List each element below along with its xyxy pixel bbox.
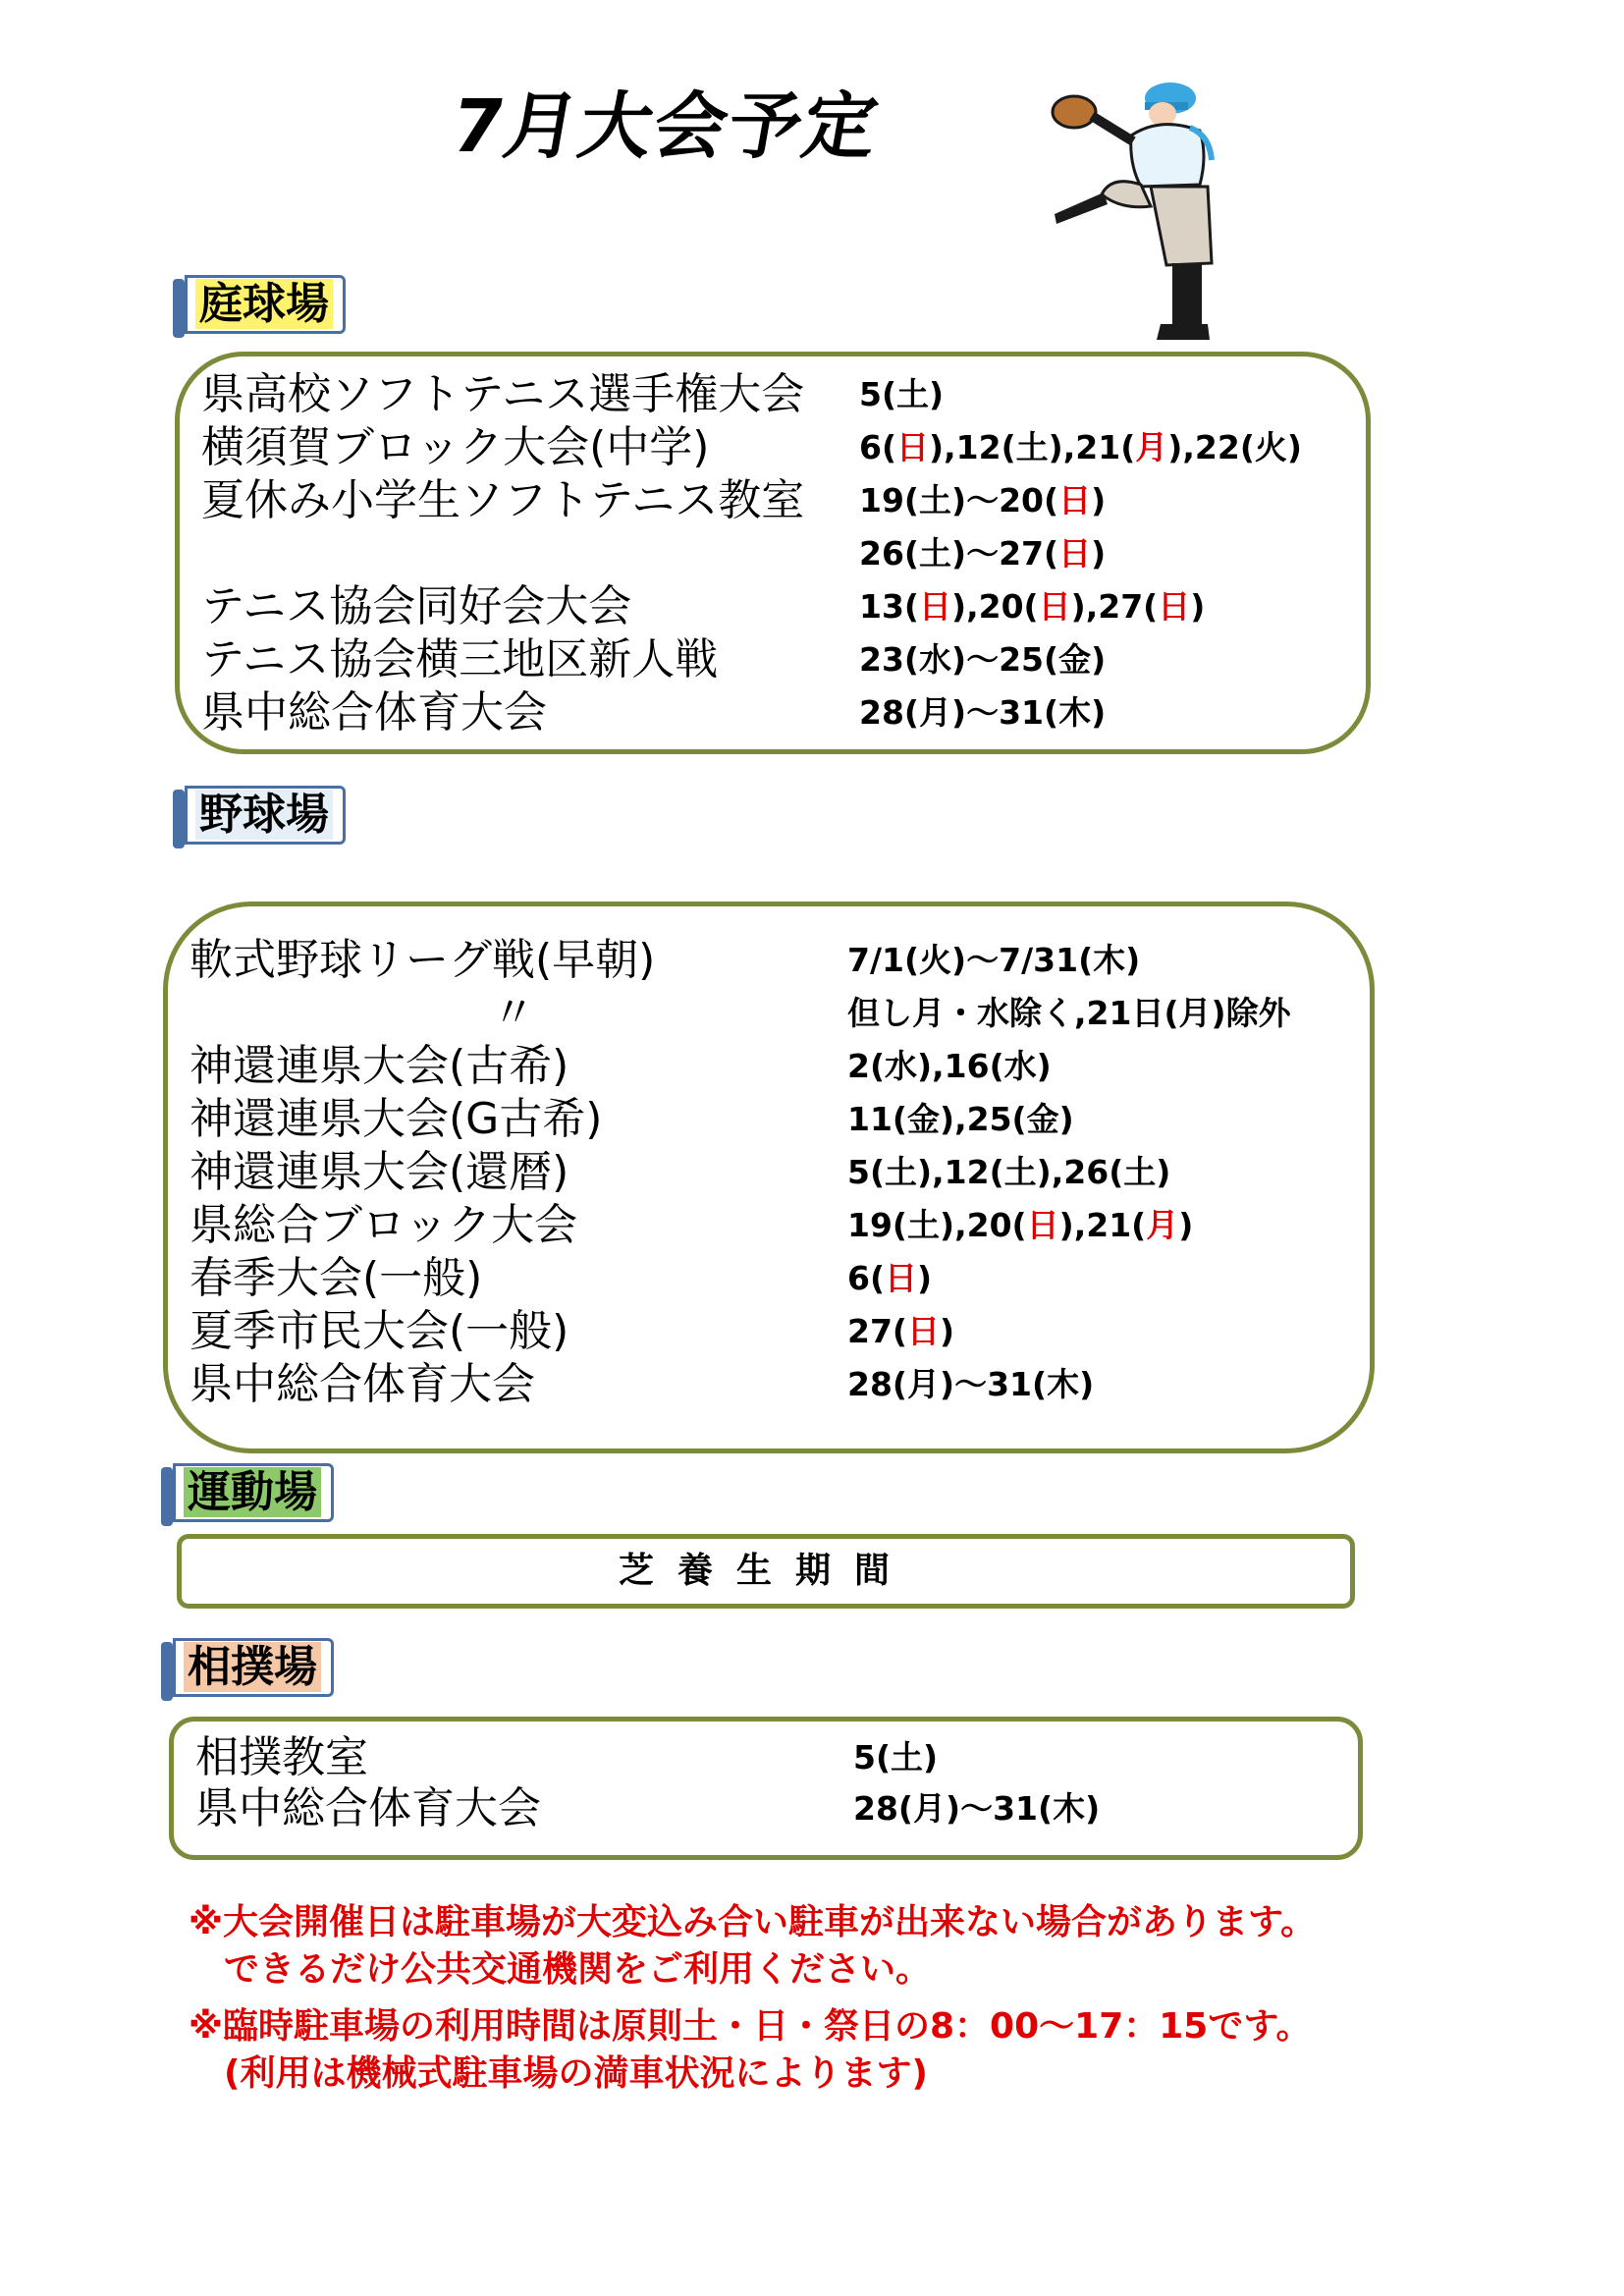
date-text: 19(土)～20( [859, 481, 1059, 519]
baseball-schedule-row [168, 934, 1370, 987]
event-dates [859, 368, 944, 421]
baseball-schedule-row [168, 1146, 1370, 1199]
date-text: ) [1190, 587, 1206, 626]
parking-note-3: ※臨時駐車場の利用時間は原則土・日・祭日の8：00～17：15です。 [189, 2006, 1312, 2047]
date-text: ) [1091, 481, 1107, 519]
event-name: 県中総合体育大会 [195, 1783, 541, 1833]
date-text: 2(水),16(水) [847, 1047, 1052, 1085]
holiday-day-text: 日 [919, 587, 952, 626]
date-text: ),21( [1058, 1206, 1147, 1244]
event-dates [853, 1782, 1100, 1835]
event-name: 神還連県大会(還暦) [189, 1147, 569, 1197]
date-text: 19(土),20( [847, 1206, 1027, 1244]
baseball-schedule-row [168, 987, 1370, 1040]
date-text: ) [940, 1312, 955, 1350]
holiday-day-text: 日 [896, 428, 930, 466]
event-dates [859, 527, 1106, 580]
event-dates [847, 987, 1291, 1040]
page-title: 7月大会予定 [445, 84, 887, 169]
event-name: 軟式野球リーグ戦(早朝) [189, 935, 656, 985]
event-name: 県中総合体育大会 [189, 1359, 535, 1409]
event-name: 県中総合体育大会 [201, 687, 547, 738]
sumo-schedule-row [174, 1782, 1358, 1835]
holiday-day-text: 月 [1135, 428, 1168, 466]
parking-note-1: ※大会開催日は駐車場が大変込み合い駐車が出来ない場合があります。 [189, 1902, 1317, 1942]
baseball-schedule-row [168, 1199, 1370, 1252]
date-text: ),20( [951, 587, 1039, 626]
holiday-day-text: 日 [1038, 587, 1071, 626]
date-text: ) [917, 1259, 933, 1297]
date-text: 5(土) [859, 375, 945, 413]
date-text: ),12(土),21( [929, 428, 1136, 466]
event-name: 県高校ソフトテニス選手権大会 [201, 369, 805, 419]
date-text: ) [1178, 1206, 1194, 1244]
tennis-schedule-row [180, 686, 1366, 739]
event-dates [859, 474, 1106, 527]
event-name: 〃 [492, 988, 535, 1038]
baseball-schedule-row [168, 1040, 1370, 1093]
baseball-schedule-row [168, 1093, 1370, 1146]
date-text: 11(金),25(金) [847, 1100, 1074, 1138]
section-label-field-text: 運動場 [184, 1467, 321, 1517]
date-text: 6( [847, 1259, 886, 1297]
field-notice-text: 芝養生期間 [618, 1551, 913, 1591]
date-text: 28(月)～31(木) [853, 1789, 1101, 1828]
section-label-baseball-text: 野球場 [195, 790, 333, 840]
date-text: 13( [859, 587, 920, 626]
field-notice-box [177, 1534, 1355, 1609]
date-text: 5(土) [853, 1738, 939, 1777]
event-dates [847, 1146, 1170, 1199]
event-name: テニス協会同好会大会 [201, 581, 632, 631]
tennis-schedule-row [180, 580, 1366, 633]
event-dates [847, 1199, 1193, 1252]
event-name: 相撲教室 [195, 1732, 368, 1782]
baseball-pitcher-illustration [1043, 77, 1249, 352]
baseball-schedule-row [168, 1305, 1370, 1358]
event-dates [853, 1731, 938, 1784]
event-dates [847, 1252, 932, 1305]
event-dates [847, 1358, 1094, 1411]
event-name: テニス協会横三地区新人戦 [201, 634, 719, 684]
event-dates [847, 1093, 1074, 1146]
parking-note-4: (利用は機械式駐車場の満車状況によります) [189, 2053, 928, 2094]
tennis-schedule-row [180, 474, 1366, 527]
event-name: 夏季市民大会(一般) [189, 1306, 569, 1356]
date-text: 6( [859, 428, 897, 466]
date-text: 27( [847, 1312, 908, 1350]
event-dates [859, 686, 1106, 739]
date-text: ),27( [1070, 587, 1159, 626]
event-name: 春季大会(一般) [189, 1253, 483, 1303]
parking-note-2: できるだけ公共交通機関をご利用ください。 [189, 1949, 932, 1990]
event-dates [859, 633, 1106, 686]
tennis-schedule-row [180, 421, 1366, 474]
date-text: 26(土)～27( [859, 534, 1059, 573]
event-name: 神還連県大会(G古希) [189, 1094, 603, 1144]
date-text: 5(土),12(土),26(土) [847, 1153, 1171, 1191]
holiday-day-text: 日 [1058, 534, 1092, 573]
date-text: 28(月)～31(木) [859, 693, 1107, 732]
event-dates [847, 934, 1140, 987]
event-dates [847, 1305, 954, 1358]
holiday-day-text: 日 [1058, 481, 1092, 519]
date-text: 但し月・水除く,21日(月)除外 [847, 994, 1291, 1032]
sumo-schedule-panel [169, 1717, 1363, 1860]
tennis-schedule-row [180, 527, 1366, 580]
holiday-day-text: 日 [907, 1312, 941, 1350]
holiday-day-text: 月 [1146, 1206, 1179, 1244]
date-text: ) [1091, 534, 1107, 573]
date-text: 7/1(火)～7/31(木) [847, 941, 1141, 979]
baseball-schedule-panel [163, 902, 1375, 1453]
tennis-schedule-panel [175, 352, 1371, 754]
event-dates [847, 1040, 1052, 1093]
event-name: 県総合ブロック大会 [189, 1200, 578, 1250]
section-label-sumo-text: 相撲場 [184, 1642, 321, 1692]
event-name: 夏休み小学生ソフトテニス教室 [201, 475, 805, 525]
date-text: ),22(火) [1167, 428, 1303, 466]
baseball-schedule-row [168, 1252, 1370, 1305]
tennis-schedule-row [180, 368, 1366, 421]
baseball-schedule-row [168, 1358, 1370, 1411]
section-label-tennis-text: 庭球場 [195, 279, 333, 329]
date-text: 28(月)～31(木) [847, 1365, 1095, 1403]
holiday-day-text: 日 [1026, 1206, 1059, 1244]
event-name: 横須賀ブロック大会(中学) [201, 422, 710, 472]
tennis-schedule-row [180, 633, 1366, 686]
holiday-day-text: 日 [885, 1259, 918, 1297]
event-dates [859, 580, 1205, 633]
date-text: 23(水)～25(金) [859, 640, 1107, 679]
holiday-day-text: 日 [1158, 587, 1191, 626]
sumo-schedule-row [174, 1731, 1358, 1784]
event-name: 神還連県大会(古希) [189, 1041, 569, 1091]
event-dates [859, 421, 1302, 474]
